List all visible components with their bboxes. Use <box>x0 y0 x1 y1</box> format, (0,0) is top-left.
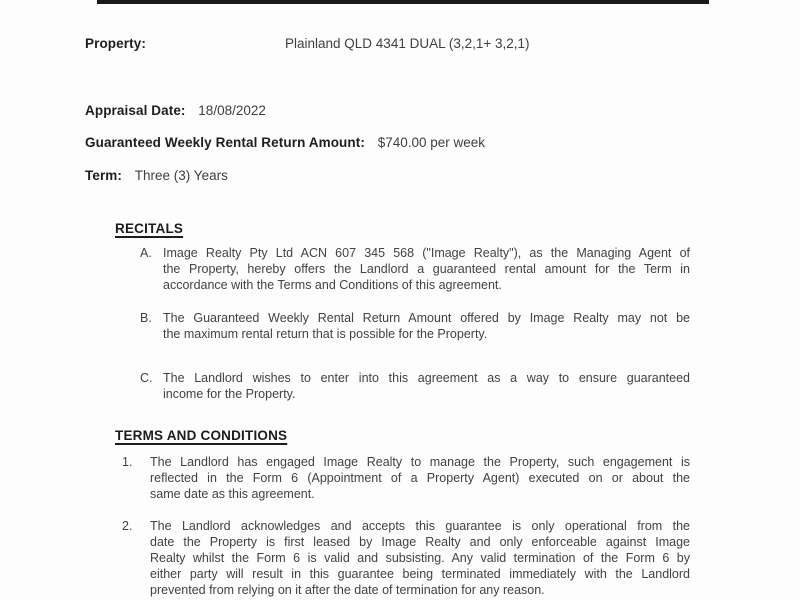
terms-and-conditions-heading <box>115 428 287 443</box>
recitals-heading-text: RECITALS <box>115 221 184 236</box>
guaranteed-rental-value: $740.00 per week <box>377 135 486 150</box>
terms-item-2-text: The Landlord acknowledges and accepts this guarantee is only operational from the date the Property is first leased by Image Realty and only enforceable against Image Realty whilst the Form 6 is valid and subsisting. Any valid termination of the Form 6 by either party will result in this guarantee being terminated immediately with the Landlord prevented from relying on it after the date of termination for any reason. <box>150 519 690 597</box>
appraisal-date-label: Appraisal Date: <box>85 103 186 118</box>
terms-item-2-marker: 2. <box>122 519 133 533</box>
term-value: Three (3) Years <box>134 168 228 183</box>
terms-and-conditions-heading-text: TERMS AND CONDITIONS <box>115 428 288 443</box>
guaranteed-rental-row <box>85 134 485 151</box>
recital-item-c-marker: C. <box>140 371 153 385</box>
property-label: Property: <box>85 36 146 51</box>
recital-item-c <box>140 370 690 402</box>
appraisal-date-row <box>85 102 266 119</box>
recital-item-a-marker: A. <box>140 246 152 260</box>
terms-item-2 <box>122 518 690 598</box>
property-row <box>85 35 530 52</box>
recital-item-b <box>140 310 690 342</box>
recitals-heading <box>115 221 183 236</box>
recital-item-a <box>140 245 690 293</box>
property-value: Plainland QLD 4341 DUAL (3,2,1+ 3,2,1) <box>285 36 530 51</box>
appraisal-date-value: 18/08/2022 <box>198 103 266 118</box>
term-label: Term: <box>85 168 123 183</box>
terms-item-1-text: The Landlord has engaged Image Realty to manage the Property, such engagement is reflected in the Form 6 (Appointment of a Property Agent) executed on or about the same date as this agreement. <box>150 455 690 501</box>
cropped-header-bar <box>97 0 709 4</box>
recital-item-b-text: The Guaranteed Weekly Rental Return Amount offered by Image Realty may not be the maximum rental return that is possible for the Property. <box>163 311 690 341</box>
terms-item-1 <box>122 454 690 502</box>
term-row <box>85 167 228 184</box>
guaranteed-rental-label: Guaranteed Weekly Rental Return Amount: <box>85 135 365 150</box>
recital-item-a-text: Image Realty Pty Ltd ACN 607 345 568 ("Image Realty"), as the Managing Agent of the Property, hereby offers the Landlord a guaranteed rental amount for the Term in accordance with the Terms and Conditions of this agreement. <box>163 246 690 292</box>
recital-item-b-marker: B. <box>140 311 152 325</box>
recital-item-c-text: The Landlord wishes to enter into this agreement as a way to ensure guaranteed income for the Property. <box>163 371 690 401</box>
terms-item-1-marker: 1. <box>122 455 133 469</box>
